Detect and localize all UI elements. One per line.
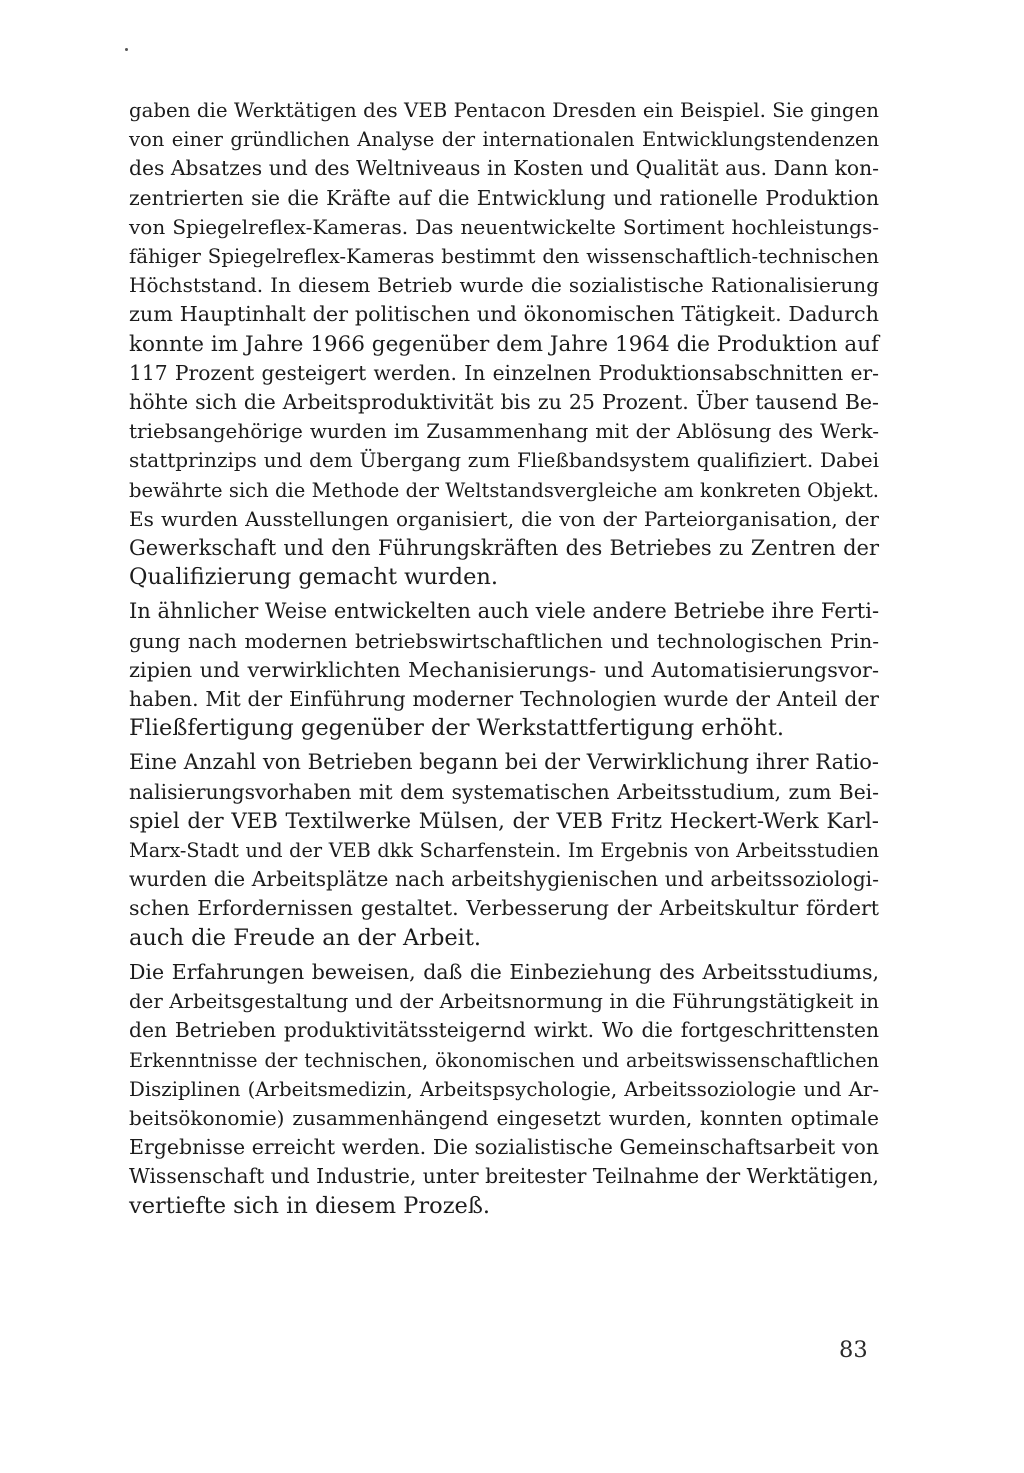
- paragraph: [129, 748, 879, 952]
- text-line: zentrierten sie die Kräfte auf die Entwicklung und rationelle Produktion: [129, 185, 879, 210]
- text-line: Marx-Stadt und der VEB dkk Scharfenstein. Im Ergebnis von Arbeitsstudien: [129, 839, 879, 863]
- text-line: von Spiegelreflex-Kameras. Das neuentwickelte Sortiment hochleistungs-: [129, 214, 879, 239]
- text-line: beitsökonomie) zusammenhängend eingesetzt wurden, konnten optimale: [129, 1105, 879, 1130]
- text-line: auch die Freude an der Arbeit.: [129, 924, 482, 951]
- text-line: bewährte sich die Methode der Weltstandsvergleiche am konkreten Objekt.: [129, 478, 879, 502]
- text-line: Eine Anzahl von Betrieben begann bei der Verwirklichung ihrer Ratio-: [129, 750, 879, 775]
- text-line: schen Erfordernissen gestaltet. Verbesserung der Arbeitskultur fördert: [129, 896, 879, 921]
- text-line: von einer gründlichen Analyse der internationalen Entwicklungstendenzen: [129, 128, 879, 152]
- text-line: triebsangehörige wurden im Zusammenhang mit der Ablösung des Werk-: [129, 419, 879, 444]
- text-line: spiel der VEB Textilwerke Mülsen, der VEB Fritz Heckert-Werk Karl-: [129, 808, 879, 834]
- text-line: wurden die Arbeitsplätze nach arbeitshygienischen und arbeitssoziologi-: [129, 867, 879, 892]
- text-line: zipien und verwirklichten Mechanisierungs- und Automatisierungsvor-: [129, 657, 879, 682]
- page-number: 83: [839, 1337, 868, 1363]
- text-line: Wissenschaft und Industrie, unter breitester Teilnahme der Werktätigen,: [129, 1164, 879, 1189]
- text-line: nalisierungsvorhaben mit dem systematischen Arbeitsstudium, zum Bei-: [129, 779, 879, 804]
- text-line: haben. Mit der Einführung moderner Technologien wurde der Anteil der: [129, 687, 879, 712]
- paragraph: [129, 958, 879, 1221]
- text-line: Die Erfahrungen beweisen, daß die Einbeziehung des Arbeitsstudiums,: [129, 959, 879, 984]
- text-line: Es wurden Ausstellungen organisiert, die von der Parteiorganisation, der: [129, 506, 879, 531]
- text-line: Erkenntnisse der technischen, ökonomischen und arbeitswissenschaftlichen: [129, 1048, 879, 1072]
- text-line: Disziplinen (Arbeitsmedizin, Arbeitspsychologie, Arbeitssoziologie und Ar-: [129, 1077, 879, 1101]
- text-line: den Betrieben produktivitätssteigernd wirkt. Wo die fortgeschrittensten: [129, 1018, 879, 1043]
- text-line: zum Hauptinhalt der politischen und ökonomischen Tätigkeit. Dadurch: [129, 302, 879, 327]
- text-line: Qualifizierung gemacht wurden.: [129, 564, 499, 591]
- paragraph: [129, 96, 879, 592]
- text-line: konnte im Jahre 1966 gegenüber dem Jahre 1964 die Produktion auf: [129, 331, 879, 357]
- text-line: vertiefte sich in diesem Prozeß.: [129, 1192, 491, 1219]
- text-line: Höchststand. In diesem Betrieb wurde die sozialistische Rationalisierung: [129, 273, 879, 298]
- paragraph: [129, 597, 879, 743]
- text-line: gaben die Werktätigen des VEB Pentacon Dresden ein Beispiel. Sie gingen: [129, 99, 879, 122]
- scan-speck: [125, 48, 128, 51]
- text-line: höhte sich die Arbeitsproduktivität bis zu 25 Prozent. Über tausend Be-: [129, 390, 879, 415]
- text-line: stattprinzips und dem Übergang zum Fließbandsystem qualifiziert. Dabei: [129, 448, 879, 473]
- text-line: Gewerkschaft und den Führungskräften des Betriebes zu Zentren der: [129, 536, 879, 561]
- body-text: [129, 96, 879, 1221]
- text-line: des Absatzes und des Weltniveaus in Kosten und Qualität aus. Dann kon-: [129, 156, 879, 181]
- text-line: der Arbeitsgestaltung und der Arbeitsnormung in die Führungstätigkeit in: [129, 990, 879, 1014]
- text-line: fähiger Spiegelreflex-Kameras bestimmt den wissenschaftlich-technischen: [129, 245, 879, 269]
- text-line: Ergebnisse erreicht werden. Die sozialistische Gemeinschaftsarbeit von: [129, 1135, 879, 1160]
- text-line: In ähnlicher Weise entwickelten auch viele andere Betriebe ihre Ferti-: [129, 599, 880, 624]
- text-line: 117 Prozent gesteigert werden. In einzelnen Produktionsabschnitten er-: [129, 360, 879, 385]
- text-line: gung nach modernen betriebswirtschaftlichen und technologischen Prin-: [129, 628, 879, 653]
- text-line: Fließfertigung gegenüber der Werkstattfertigung erhöht.: [129, 715, 785, 742]
